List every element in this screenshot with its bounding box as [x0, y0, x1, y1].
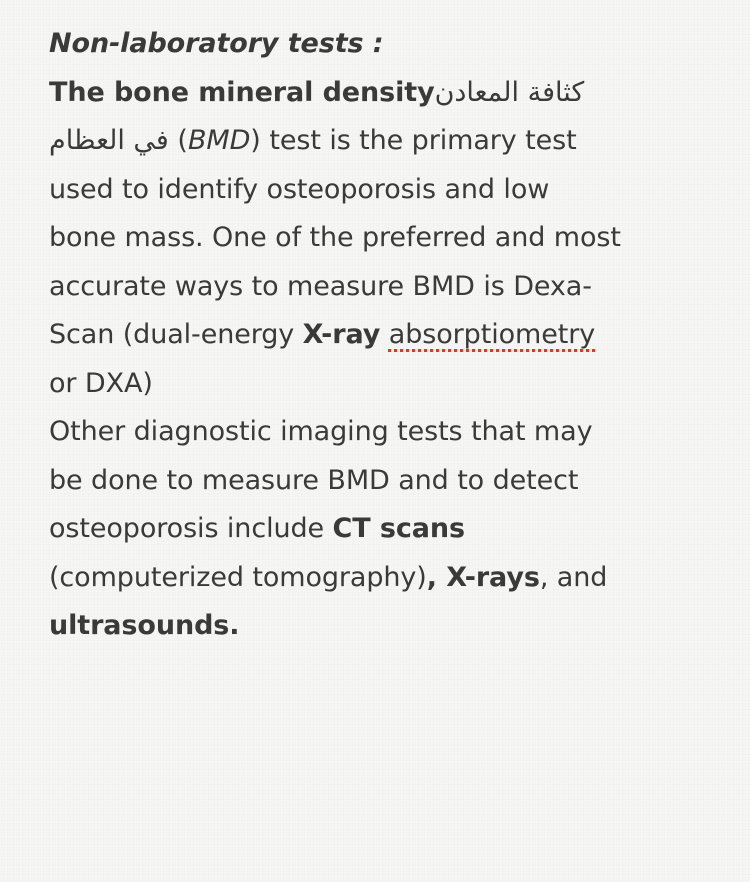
note-heading: Non-laboratory tests :: [49, 28, 384, 59]
note-line-2: [49, 69, 719, 118]
arabic-term-part-1: كثافة المعادن: [434, 76, 585, 108]
bmd-term: The bone mineral density: [49, 76, 435, 108]
note-body[interactable]: [49, 20, 719, 651]
xray-term: X-ray: [302, 319, 381, 350]
note-line-5: bone mass. One of the preferred and most: [49, 222, 621, 253]
misspelled-word[interactable]: absorptiometry: [388, 319, 596, 350]
note-line-12-text: (computerized tomography): [49, 561, 427, 593]
note-line-10: be done to measure BMD and to detect: [49, 464, 579, 496]
bmd-abbr-open: (: [168, 125, 188, 156]
note-line-8: or DXA): [49, 367, 153, 399]
note-line-7: [49, 311, 719, 360]
bmd-abbr: BMD: [187, 125, 251, 156]
note-line-7-text: Scan (dual-energy: [49, 319, 303, 350]
note-line-3-text: ) test is the primary test: [250, 125, 577, 156]
note-line-3: [49, 117, 719, 166]
note-line-13: [49, 602, 719, 651]
note-line-9: Other diagnostic imaging tests that may: [49, 416, 593, 447]
ultrasounds-term: ultrasounds.: [49, 610, 240, 641]
ct-scans-term: CT scans: [332, 513, 465, 544]
arabic-term-part-2: في العظام: [49, 125, 169, 156]
note-line-11-text: osteoporosis include: [49, 513, 333, 544]
note-line-11: [49, 505, 719, 554]
note-line-7-space: [380, 319, 388, 350]
note-line-1: [49, 20, 719, 69]
note-line-4: used to identify osteoporosis and low: [49, 173, 550, 205]
note-line-12: [49, 554, 719, 603]
xrays-term: X-rays: [446, 561, 540, 593]
note-line-12-end: , and: [539, 561, 608, 593]
note-line-12-comma: ,: [426, 561, 447, 593]
note-line-6: accurate ways to measure BMD is Dexa-: [49, 270, 592, 302]
